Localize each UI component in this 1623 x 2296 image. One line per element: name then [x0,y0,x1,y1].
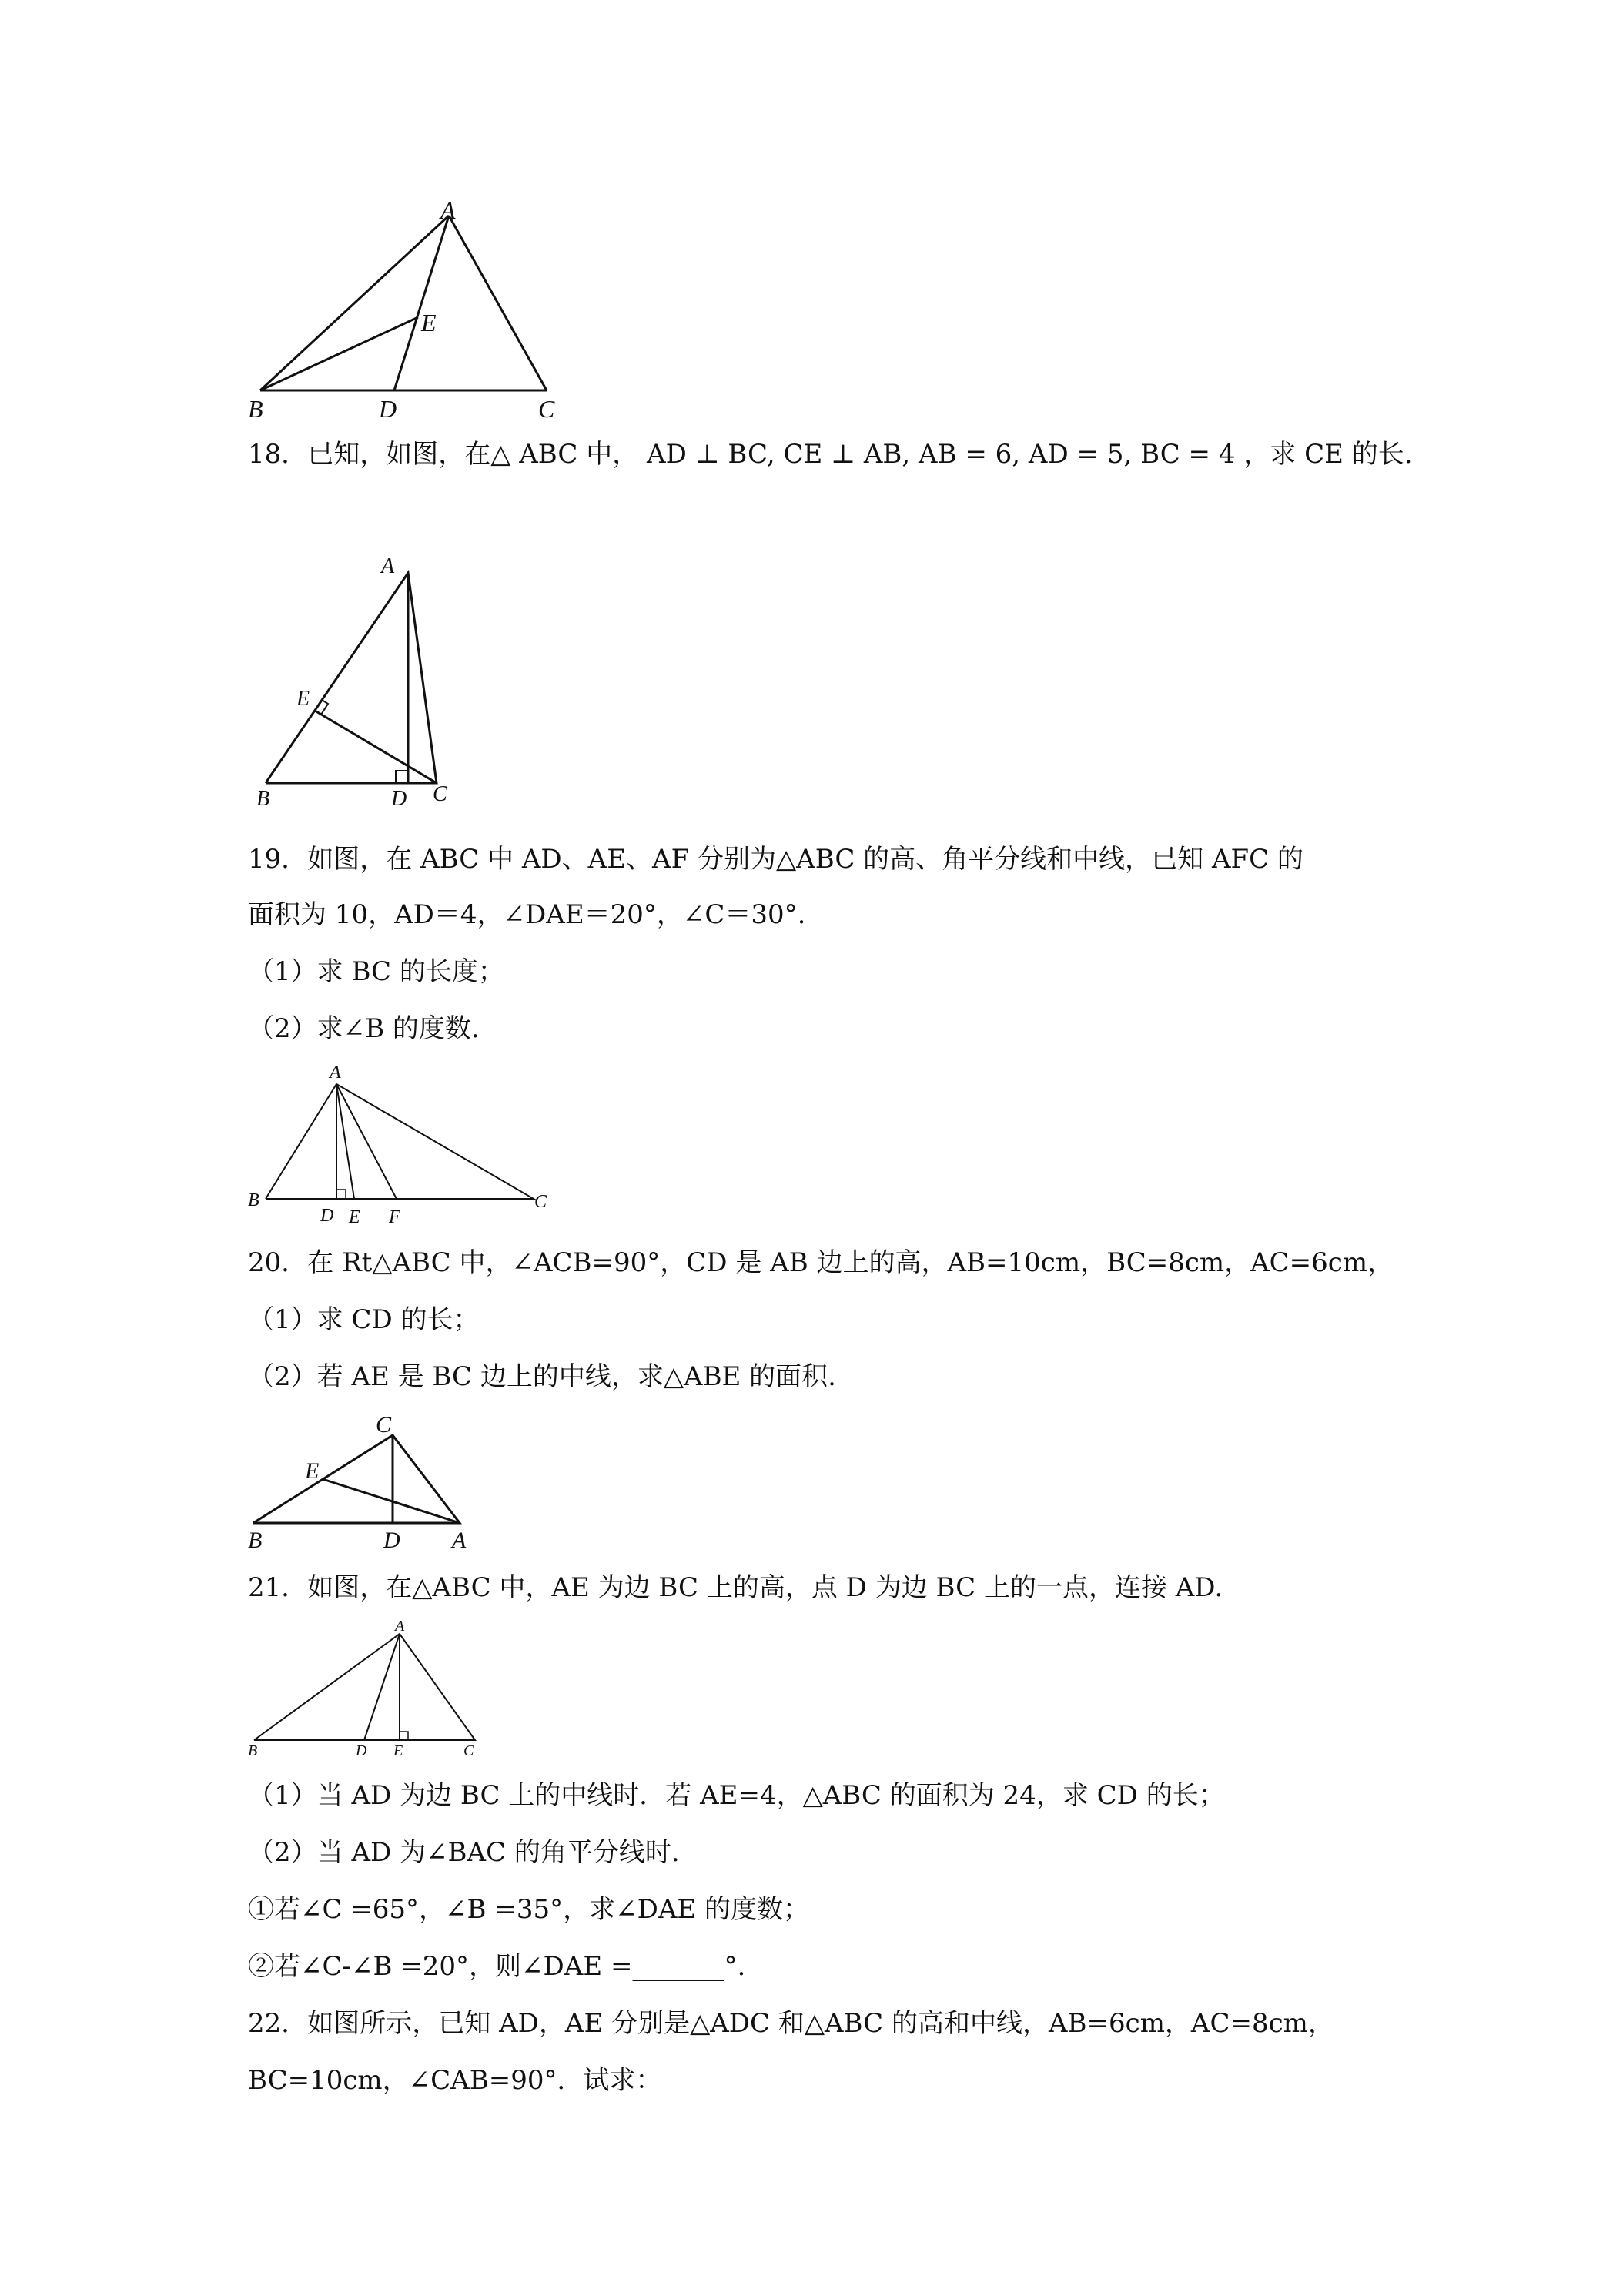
label-D: D [383,1528,400,1553]
label-D: D [379,395,397,423]
label-B: B [256,787,270,811]
problem-18-statement: 18．已知，如图，在△ ABC 中， AD ⊥ BC, CE ⊥ AB, AB = 6, AD = 5, BC = 4 ，求 CE 的长. [248,439,1413,470]
label-B: B [248,395,263,423]
segment-AC [449,216,547,390]
segment-CE [315,711,437,783]
problem-22-given: BC=10cm，∠CAB=90°．试求： [248,2065,662,2096]
label-F: F [389,1207,400,1227]
right-angle-D [336,1190,346,1199]
figure-21 [0,1617,1623,1771]
label-C: C [433,782,447,806]
problem-20-question-2: （2）若 AE 是 BC 边上的中线，求△ABE 的面积. [248,1361,836,1392]
label-A: A [395,1618,405,1635]
label-A: A [330,1063,341,1083]
label-C: C [463,1742,474,1759]
label-B: B [248,1742,258,1759]
label-D: D [356,1742,367,1759]
label-E: E [421,309,437,336]
problem-19-question-2: （2）求∠B 的度数. [248,1013,480,1044]
right-angle-E [400,1732,408,1740]
label-C: C [376,1412,392,1438]
label-D: D [320,1206,334,1226]
problem-21-question-1: （1）当 AD 为边 BC 上的中线时．若 AE=4，△ABC 的面积为 24，求 CD 的长； [248,1780,1225,1811]
segment-AD [364,1634,400,1740]
problem-21-question-2a: ①若∠C =65°，∠B =35°，求∠DAE 的度数； [248,1894,810,1925]
problem-20-question-1: （1）求 CD 的长； [248,1304,480,1335]
label-A: A [381,554,395,578]
label-B: B [248,1528,263,1553]
label-C: C [534,1192,547,1212]
label-A: A [452,1528,467,1553]
label-E: E [305,1458,320,1484]
problem-21-statement: 21．如图，在△ABC 中，AE 为边 BC 上的高，点 D 为边 BC 上的一点，连接 AD. [248,1572,1223,1603]
figure-17 [0,0,1623,431]
label-A: A [440,196,456,224]
problem-20-statement: 20．在 Rt△ABC 中，∠ACB=90°，CD 是 AB 边上的高，AB=10cm，BC=8cm，AC=6cm， [248,1247,1394,1278]
problem-19-given: 面积为 10，AD＝4，∠DAE＝20°，∠C＝30°. [248,899,806,930]
problem-22-statement: 22．如图所示，已知 AD，AE 分别是△ADC 和△ABC 的高和中线，AB=6cm，AC=8cm， [248,2008,1334,2039]
label-C: C [538,395,555,423]
label-E: E [296,687,310,711]
figure-20 [0,1401,1623,1555]
right-angle-E [321,700,328,715]
problem-21-question-2b: ②若∠C-∠B =20°，则∠DAE =_______°. [248,1951,746,1982]
segment-BE [260,317,418,390]
right-angle-D [396,771,408,783]
problem-19-question-1: （1）求 BC 的长度； [248,956,504,987]
triangle-ABC [254,1634,475,1740]
triangle-ABC [266,1084,534,1199]
label-E: E [349,1207,360,1227]
triangle-ABC [253,1435,460,1523]
figure-19 [0,1055,1623,1232]
problem-21-question-2: （2）当 AD 为∠BAC 的角平分线时. [248,1837,680,1868]
triangle-ABC [266,573,437,783]
segment-AE [323,1479,460,1523]
label-B: B [248,1190,259,1210]
label-D: D [391,787,407,811]
figure-18 [0,539,1623,816]
label-E: E [393,1742,403,1759]
problem-19-statement: 19．如图，在 ABC 中 AD、AE、AF 分别为△ABC 的高、角平分线和中线，已知 AFC 的 [248,844,1303,875]
